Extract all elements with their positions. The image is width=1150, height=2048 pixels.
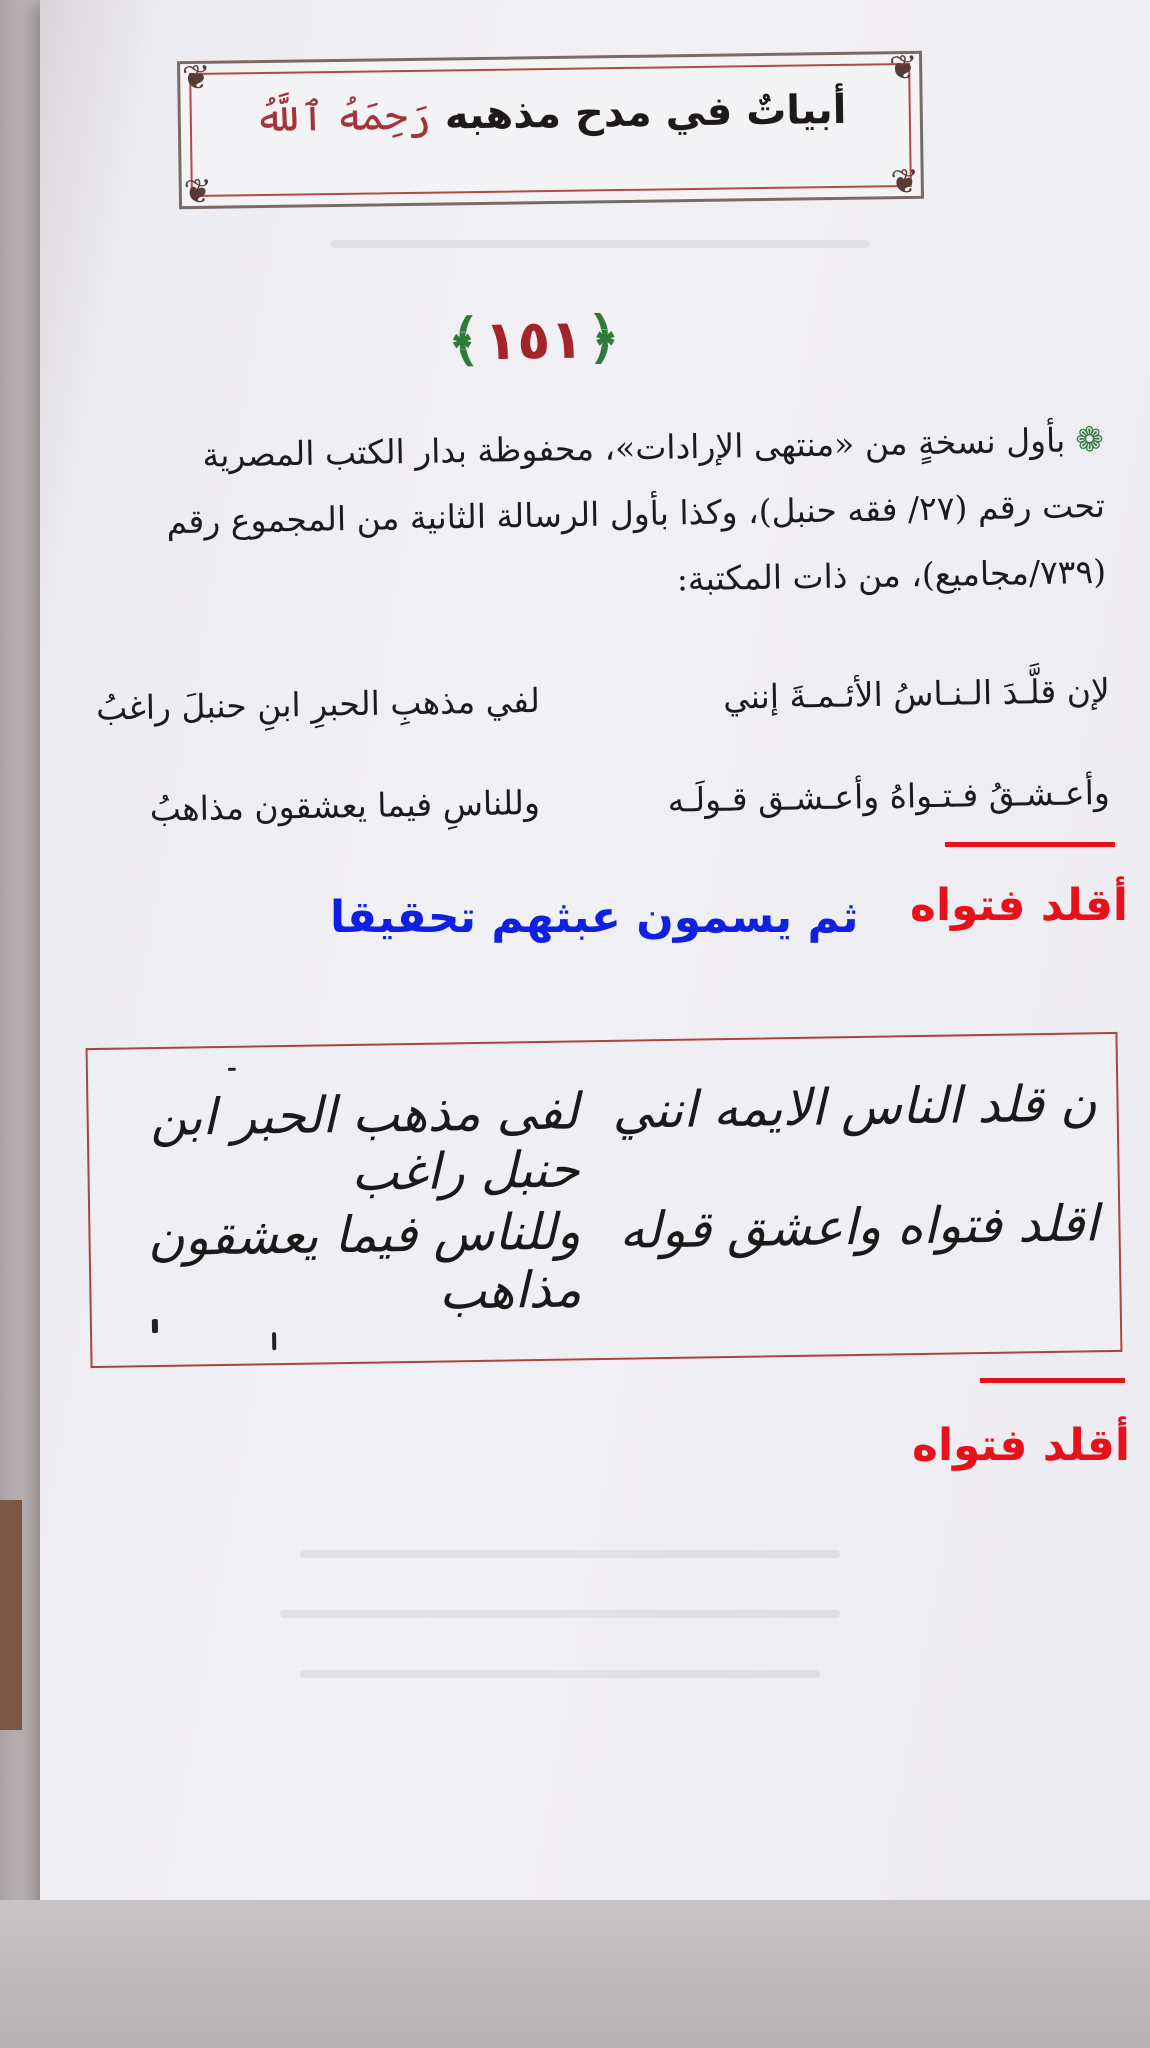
- manuscript-line: [110, 1194, 1100, 1330]
- title-frame: [177, 47, 924, 213]
- blue-comment: ثم يسمون عبثهم تحقيقا: [330, 892, 859, 943]
- show-through-line: [280, 1610, 840, 1618]
- manuscript-first-hemistich: ن قلد الناس الايمه انني: [612, 1074, 1097, 1140]
- manuscript-image-box: [86, 1032, 1123, 1368]
- verse-second-hemistich: وللناسِ فيما يعشقون مذاهبُ: [149, 782, 541, 829]
- corner-ornament-icon: ❦: [890, 161, 920, 203]
- verse-second-hemistich: لفي مذهبِ الحبرِ ابنِ حنبلَ راغبُ: [95, 680, 541, 728]
- manuscript-speck: [228, 1068, 236, 1071]
- intro-line-3: (٧٣٩/مجاميع)، من ذات المكتبة:: [676, 551, 1107, 599]
- show-through-line: [300, 1670, 820, 1678]
- entry-number-badge: [446, 299, 621, 381]
- manuscript-speck: [272, 1332, 276, 1350]
- manuscript-line: [108, 1074, 1098, 1210]
- show-through-line: [300, 1550, 840, 1558]
- flower-ornament-icon: ❁: [1074, 419, 1105, 461]
- manuscript-second-hemistich: لفى مذهب الحبر ابن حنبل راغب: [149, 1082, 580, 1202]
- intro-line-2: تحت رقم (٢٧/ فقه حنبل)، وكذا بأول الرسالة الثانية من المجموع رقم: [166, 485, 1106, 542]
- correction-note-top: أقلد فتواه: [910, 880, 1129, 931]
- corner-ornament-icon: ❦: [888, 47, 918, 89]
- verse-first-hemistich: لإن قلَّـدَ الـنـاسُ الأئـمـةَ إنني: [722, 670, 1111, 717]
- red-underline-mark: [945, 842, 1115, 847]
- manuscript-second-hemistich: وللناس فيما يعشقون مذاهب: [147, 1202, 582, 1321]
- left-brace-ornament-icon: ﴿: [586, 305, 621, 372]
- red-underline-mark: [980, 1378, 1125, 1383]
- corner-ornament-icon: ❦: [183, 171, 213, 213]
- book-spine: [0, 0, 40, 2048]
- show-through-line: [330, 240, 870, 248]
- right-brace-ornament-icon: ﴾: [446, 308, 481, 374]
- spine-edge: [0, 1500, 22, 1730]
- intro-paragraph: [58, 407, 1106, 623]
- manuscript-first-hemistich: اقلد فتواه واعشق قوله: [618, 1194, 1099, 1260]
- intro-line-1: ❁بأول نسخةٍ من «منتهى الإرادات»، محفوظة بدار الكتب المصرية: [202, 419, 1105, 475]
- entry-number: ١٥١: [483, 307, 584, 373]
- title-honorific: رَحِمَهُ ٱللَّهُ: [253, 92, 432, 142]
- title-main: أبياتٌ في مدح مذهبه: [444, 86, 847, 139]
- corner-ornament-icon: ❦: [181, 57, 211, 99]
- manuscript-speck: [152, 1319, 158, 1333]
- background-fabric: [0, 1900, 1150, 2048]
- verse-first-hemistich: وأعـشـقُ فـتـواهُ وأعـشـق قـولَـه: [667, 772, 1111, 820]
- correction-note-bottom: أقلد فتواه: [912, 1420, 1131, 1471]
